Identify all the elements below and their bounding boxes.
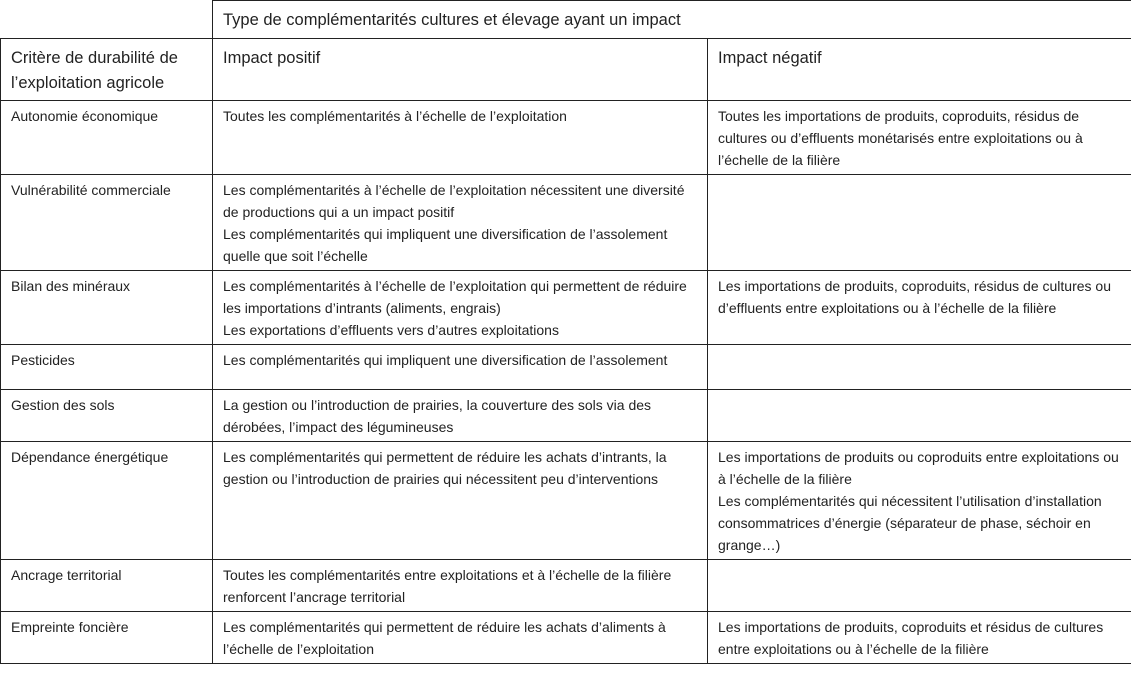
negative-impact-text: Les importations de produits, coproduits, résidus de cultures ou d’effluents entre exploitations ou à l’échelle de la filière bbox=[718, 278, 1111, 316]
negative-impact-cell bbox=[708, 101, 1131, 175]
criterion-cell: Pesticides bbox=[1, 345, 213, 390]
negative-impact-text: Les importations de produits, coproduits et résidus de cultures entre exploitations ou à l’échelle de la filière bbox=[718, 619, 1104, 657]
positive-impact-cell bbox=[213, 390, 708, 442]
positive-impact-cell bbox=[213, 175, 708, 271]
negative-impact-text: Les complémentarités qui nécessitent l’utilisation d’installation consommatrices d’énergie (séparateur de phase, séchoir en grange…) bbox=[718, 493, 1102, 553]
negative-impact-cell bbox=[708, 560, 1131, 612]
negative-impact-cell bbox=[708, 271, 1131, 345]
negative-impact-cell bbox=[708, 442, 1131, 560]
table-row bbox=[1, 175, 1131, 271]
table-row bbox=[1, 390, 1131, 442]
positive-impact-text: La gestion ou l’introduction de prairies, la couverture des sols via des dérobées, l’impact des légumineuses bbox=[223, 397, 652, 435]
criterion-cell: Gestion des sols bbox=[1, 390, 213, 442]
positive-impact-cell bbox=[213, 271, 708, 345]
column-header-row bbox=[1, 39, 1131, 101]
table-body bbox=[1, 101, 1131, 664]
table-row bbox=[1, 612, 1131, 664]
criterion-cell: Ancrage territorial bbox=[1, 560, 213, 612]
positive-impact-text: Les complémentarités qui impliquent une diversification de l’assolement bbox=[223, 352, 668, 368]
table-row bbox=[1, 560, 1131, 612]
negative-impact-cell bbox=[708, 612, 1131, 664]
criteria-column-header: Critère de durabilité de l’exploitation agricole bbox=[1, 39, 213, 101]
table-row bbox=[1, 101, 1131, 175]
positive-impact-text: Les complémentarités qui permettent de réduire les achats d’aliments à l’échelle de l’exploitation bbox=[223, 619, 666, 657]
negative-impact-cell bbox=[708, 175, 1131, 271]
negative-impact-column-header: Impact négatif bbox=[708, 39, 1131, 101]
table-row bbox=[1, 345, 1131, 390]
positive-impact-text: Les complémentarités qui impliquent une diversification de l’assolement quelle que soit l’échelle bbox=[223, 226, 668, 264]
positive-impact-text: Toutes les complémentarités à l’échelle de l’exploitation bbox=[223, 108, 567, 124]
table-row bbox=[1, 271, 1131, 345]
criterion-cell: Autonomie économique bbox=[1, 101, 213, 175]
top-header-cell: Type de complémentarités cultures et élevage ayant un impact bbox=[213, 1, 1131, 39]
top-header-row bbox=[1, 1, 1131, 39]
negative-impact-cell bbox=[708, 390, 1131, 442]
criterion-cell: Bilan des minéraux bbox=[1, 271, 213, 345]
criterion-cell: Dépendance énergétique bbox=[1, 442, 213, 560]
positive-impact-cell bbox=[213, 442, 708, 560]
positive-impact-cell bbox=[213, 345, 708, 390]
positive-impact-text: Toutes les complémentarités entre exploitations et à l’échelle de la filière renforcent l’ancrage territorial bbox=[223, 567, 672, 605]
positive-impact-cell bbox=[213, 560, 708, 612]
table-row bbox=[1, 442, 1131, 560]
negative-impact-text: Les importations de produits ou coproduits entre exploitations ou à l’échelle de la filière bbox=[718, 449, 1119, 487]
positive-impact-text: Les complémentarités à l’échelle de l’exploitation qui permettent de réduire les importations d’intrants (aliments, engrais) bbox=[223, 278, 687, 316]
positive-impact-cell bbox=[213, 101, 708, 175]
positive-impact-text: Les exportations d’effluents vers d’autres exploitations bbox=[223, 322, 559, 338]
negative-impact-text: Toutes les importations de produits, coproduits, résidus de cultures ou d’effluents monétarisés entre exploitations ou à l’échelle de la filière bbox=[718, 108, 1083, 168]
positive-impact-text: Les complémentarités qui permettent de réduire les achats d’intrants, la gestion ou l’introduction de prairies qui nécessitent peu d’interventions bbox=[223, 449, 667, 487]
positive-impact-text: Les complémentarités à l’échelle de l’exploitation nécessitent une diversité de productions qui a un impact positif bbox=[223, 182, 685, 220]
blank-corner-cell bbox=[1, 1, 213, 39]
criterion-cell: Empreinte foncière bbox=[1, 612, 213, 664]
positive-impact-cell bbox=[213, 612, 708, 664]
criterion-cell: Vulnérabilité commerciale bbox=[1, 175, 213, 271]
positive-impact-column-header: Impact positif bbox=[213, 39, 708, 101]
negative-impact-cell bbox=[708, 345, 1131, 390]
